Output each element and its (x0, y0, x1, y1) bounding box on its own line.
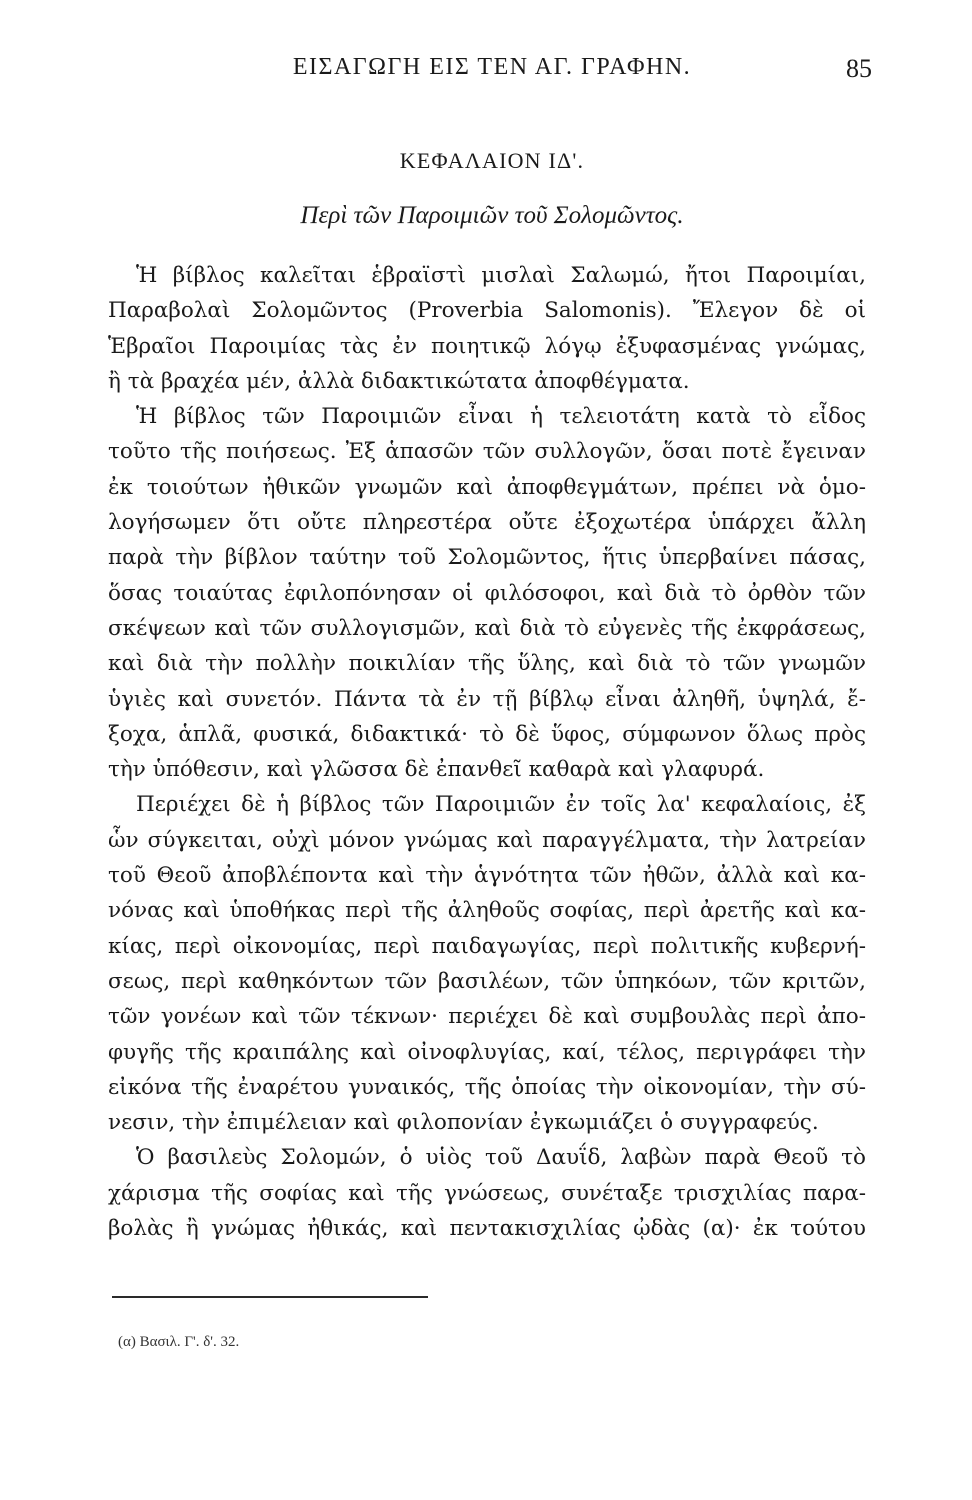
text-line: νεσιν, τὴν ἐπιμέλειαν καὶ φιλοπονίαν ἐγκωμιάζει ὁ συγγραφεύς. (108, 1110, 819, 1136)
text-line: τοῦ Θεοῦ ἀποβλέποντα καὶ τὴν ἁγνότητα τῶν ἠθῶν, ἀλλὰ καὶ κα- (108, 863, 866, 889)
chapter-subtitle: Περὶ τῶν Παροιμιῶν τοῦ Σολομῶντος. (300, 202, 684, 229)
text-line: τῶν γονέων καὶ τῶν τέκνων· περιέχει δὲ καὶ συμβουλὰς περὶ ἀπο- (108, 1004, 866, 1030)
text-line: καὶ διὰ τὴν πολλὴν ποικιλίαν τῆς ὕλης, καὶ διὰ τὸ τῶν γνωμῶν (108, 651, 866, 677)
text-line: χάρισμα τῆς σοφίας καὶ τῆς γνώσεως, συνέταξε τρισχιλίας παρα- (108, 1180, 866, 1206)
text-line: βολὰς ἢ γνώμας ἠθικάς, καὶ πεντακισχιλίας ᾠδὰς (α)· ἐκ τούτου (108, 1216, 866, 1242)
footnote: (α) Βασιλ. Γ'. δ'. 32. (118, 1334, 240, 1350)
text-line: νόνας καὶ ὑποθήκας περὶ τῆς ἀληθοῦς σοφίας, περὶ ἀρετῆς καὶ κα- (108, 898, 866, 924)
chapter-heading: ΚΕΦΑΛΑΙΟΝ ΙΔ'. (399, 148, 585, 173)
text-line: Ἑβραῖοι Παροιμίας τὰς ἐν ποιητικῷ λόγῳ ἐξυφασμένας γνώμας, (108, 333, 866, 359)
text-line: ὅσας τοιαύτας ἐφιλοπόνησαν οἱ φιλόσοφοι, καὶ διὰ τὸ ὀρθὸν τῶν (108, 580, 866, 606)
body-text (108, 258, 866, 1246)
text-line: ξοχα, ἁπλᾶ, φυσικά, διδακτικά· τὸ δὲ ὕφος, σύμφωνον ὅλως πρὸς (108, 721, 866, 747)
text-line: ὧν σύγκειται, οὐχὶ μόνον γνώμας καὶ παραγγέλματα, τὴν λατρείαν (108, 827, 866, 853)
text-line: Περιέχει δὲ ἡ βίβλος τῶν Παροιμιῶν ἐν τοῖς λα' κεφαλαίοις, ἐξ (136, 792, 866, 818)
footnote-rule (112, 1296, 428, 1298)
page-number: 85 (846, 54, 872, 83)
text-line: τοῦτο τῆς ποιήσεως. Ἐξ ἁπασῶν τῶν συλλογῶν, ὅσαι ποτὲ ἔγειναν (108, 439, 866, 465)
text-line: τὴν ὑπόθεσιν, καὶ γλῶσσα δὲ ἐπανθεῖ καθαρὰ καὶ γλαφυρά. (108, 757, 765, 783)
running-head (112, 54, 872, 90)
text-line: Ἡ βίβλος τῶν Παροιμιῶν εἶναι ἡ τελειοτάτη κατὰ τὸ εἶδος (136, 404, 866, 430)
text-line: ἐκ τοιούτων ἠθικῶν γνωμῶν καὶ ἀποφθεγμάτων, πρέπει νὰ ὁμο- (108, 474, 866, 500)
text-line: σεως, περὶ καθηκόντων τῶν βασιλέων, τῶν ὑπηκόων, τῶν κριτῶν, (108, 968, 866, 994)
text-line: ἢ τὰ βραχέα μέν, ἀλλὰ διδακτικώτατα ἀποφθέγματα. (108, 368, 690, 394)
text-line: λογήσωμεν ὅτι οὔτε πληρεστέρα οὔτε ἐξοχωτέρα ὑπάρχει ἄλλη (108, 510, 866, 536)
text-line: ὑγιὲς καὶ συνετόν. Πάντα τὰ ἐν τῇ βίβλῳ εἶναι ἀληθῆ, ὑψηλά, ἔ- (108, 686, 866, 712)
text-line: εἰκόνα τῆς ἐναρέτου γυναικός, τῆς ὁποίας τὴν οἰκονομίαν, τὴν σύ- (108, 1074, 866, 1100)
text-line: Ἡ βίβλος καλεῖται ἑβραϊστὶ μισλαὶ Σαλωμώ, ἤτοι Παροιμίαι, (136, 263, 866, 288)
text-line: Ὁ βασιλεὺς Σολομών, ὁ υἱὸς τοῦ Δαυΐδ, λαβὼν παρὰ Θεοῦ τὸ (136, 1145, 866, 1171)
text-line: παρὰ τὴν βίβλον ταύτην τοῦ Σολομῶντος, ἥτις ὑπερβαίνει πάσας, (108, 545, 866, 571)
text-line: κίας, περὶ οἰκονομίας, περὶ παιδαγωγίας, περὶ πολιτικῆς κυβερνή- (108, 933, 866, 959)
running-title: ΕΙΣΑΓΩΓΗ ΕΙΣ ΤΕΝ ΑΓ. ΓΡΑΦΗΝ. (292, 54, 692, 80)
text-line: Παραβολαὶ Σολομῶντος (Proverbia Salomonis). Ἔλεγον δὲ οἱ (108, 298, 866, 324)
text-line: σκέψεων καὶ τῶν συλλογισμῶν, καὶ διὰ τὸ εὐγενὲς τῆς ἐκφράσεως, (108, 615, 866, 641)
text-line: φυγῆς τῆς κραιπάλης καὶ οἰνοφλυγίας, καί, τέλος, περιγράφει τὴν (108, 1039, 866, 1065)
